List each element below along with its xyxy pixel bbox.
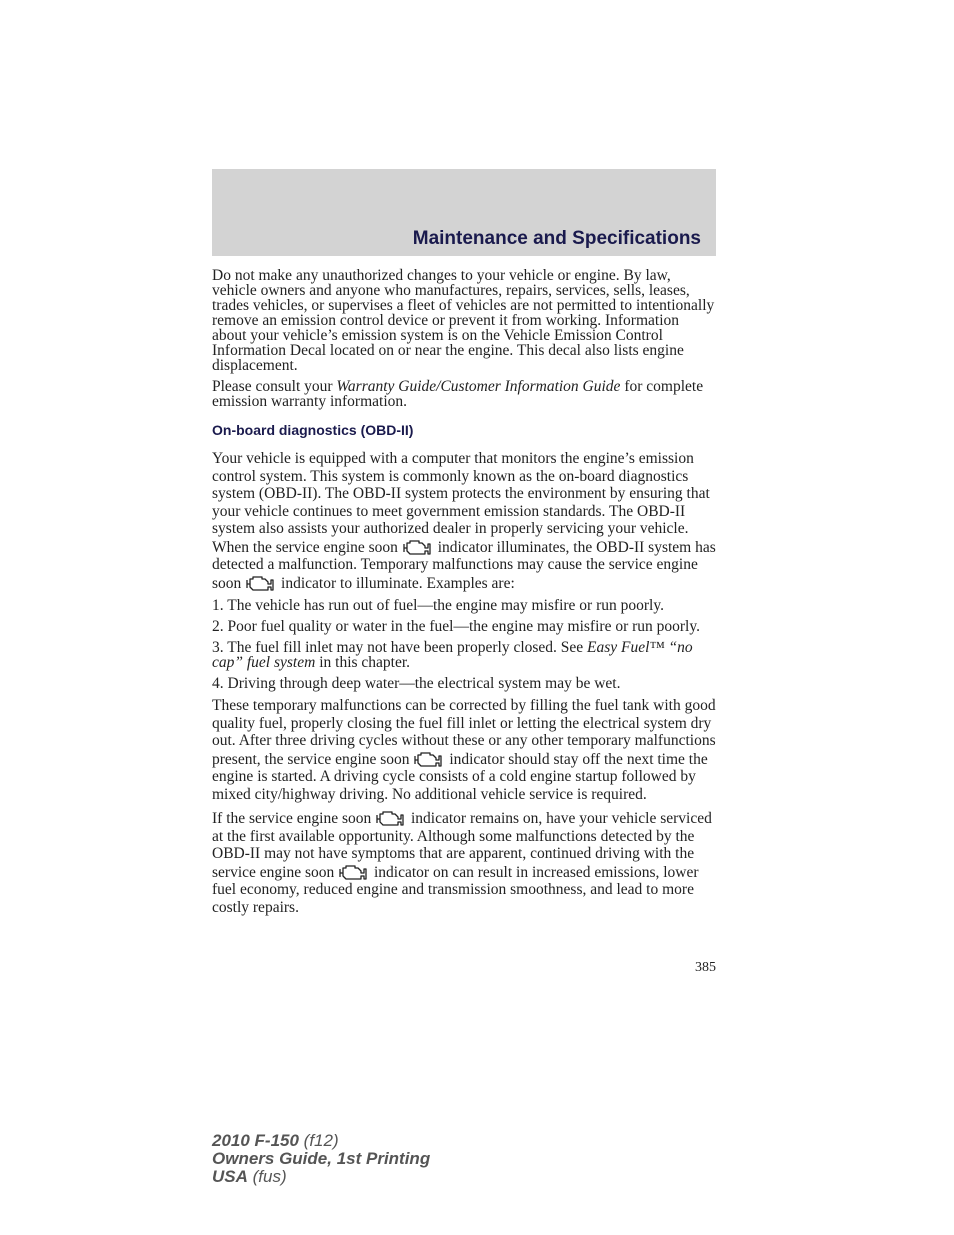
example-item-4: 4. Driving through deep water—the electrical system may be wet. — [212, 675, 621, 692]
obd-paragraph-1: Your vehicle is equipped with a computer that monitors the engine’s emission control system. This system is commonly known as the on-board diagnostics system (OBD-II). The OBD-II system protects the environment by ensuring that your vehicle continues to meet government emission standards. The OBD-II system also assists your authorized dealer in properly servicing your vehicle. When the service engine soon indicator illuminates, the OBD-II system has detected a malfunction. Temporary malfunctions may cause the service engine soon indicator to illuminate. Examples are: — [212, 450, 716, 592]
footer-edition-info — [212, 1132, 430, 1186]
footer-line-market: USA (fus) — [212, 1167, 287, 1186]
check-engine-icon — [413, 750, 445, 768]
obd-paragraph-2: These temporary malfunctions can be corrected by filling the fuel tank with good quality fuel, properly closing the fuel fill inlet or letting the electrical system dry out. After three driving cycles without these or any other temporary malfunctions present, the service engine soon indicator should stay off the next time the engine is started. A driving cycle consists of a cold engine startup followed by mixed city/highway driving. No additional vehicle service is required. — [212, 697, 716, 803]
check-engine-icon — [375, 809, 407, 827]
page-number: 385 — [695, 960, 716, 975]
warranty-guide-title: Warranty Guide/Customer Information Guide — [336, 378, 621, 395]
obd-paragraph-3: If the service engine soon indicator remains on, have your vehicle serviced at the first available opportunity. Although some malfunctions detected by the OBD-II may not have symptoms that are apparent, continued driving with the service engine soon indicator on can result in increased emissions, lower fuel economy, reduced engine and transmission smoothness, and lead to more costly repairs. — [212, 810, 712, 916]
footer-line-printing: Owners Guide, 1st Printing — [212, 1149, 431, 1168]
intro-paragraph-1: Do not make any unauthorized changes to your vehicle or engine. By law, vehicle owners and anyone who manufactures, repairs, services, sells, leases, trades vehicles, or supervises a fleet of vehicles are not permitted to intentionally remove an emission control device or prevent it from working. Information about your vehicle’s emission system is on the Vehicle Emission Control Information Decal located on or near the engine. This decal also lists engine displacement. — [212, 267, 715, 374]
intro-paragraph-2: Please consult your Warranty Guide/Customer Information Guide for complete emission warranty information. — [212, 378, 704, 410]
check-engine-icon — [338, 863, 370, 881]
example-item-3: 3. The fuel fill inlet may not have been properly closed. See Easy Fuel™ “no cap” fuel system in this chapter. — [212, 639, 693, 671]
section-header-band — [212, 169, 716, 256]
page-content — [212, 268, 716, 922]
easy-fuel-reference: Easy Fuel™ “no cap” fuel system — [212, 639, 693, 671]
example-item-1: 1. The vehicle has run out of fuel—the engine may misfire or run poorly. — [212, 597, 664, 614]
obd-heading: On-board diagnostics (OBD-II) — [212, 422, 414, 438]
section-title: Maintenance and Specifications — [412, 228, 701, 249]
check-engine-icon — [245, 574, 277, 592]
check-engine-icon — [402, 538, 434, 556]
footer-line-model: 2010 F-150 (f12) — [212, 1131, 339, 1150]
example-item-2: 2. Poor fuel quality or water in the fuel—the engine may misfire or run poorly. — [212, 618, 700, 635]
